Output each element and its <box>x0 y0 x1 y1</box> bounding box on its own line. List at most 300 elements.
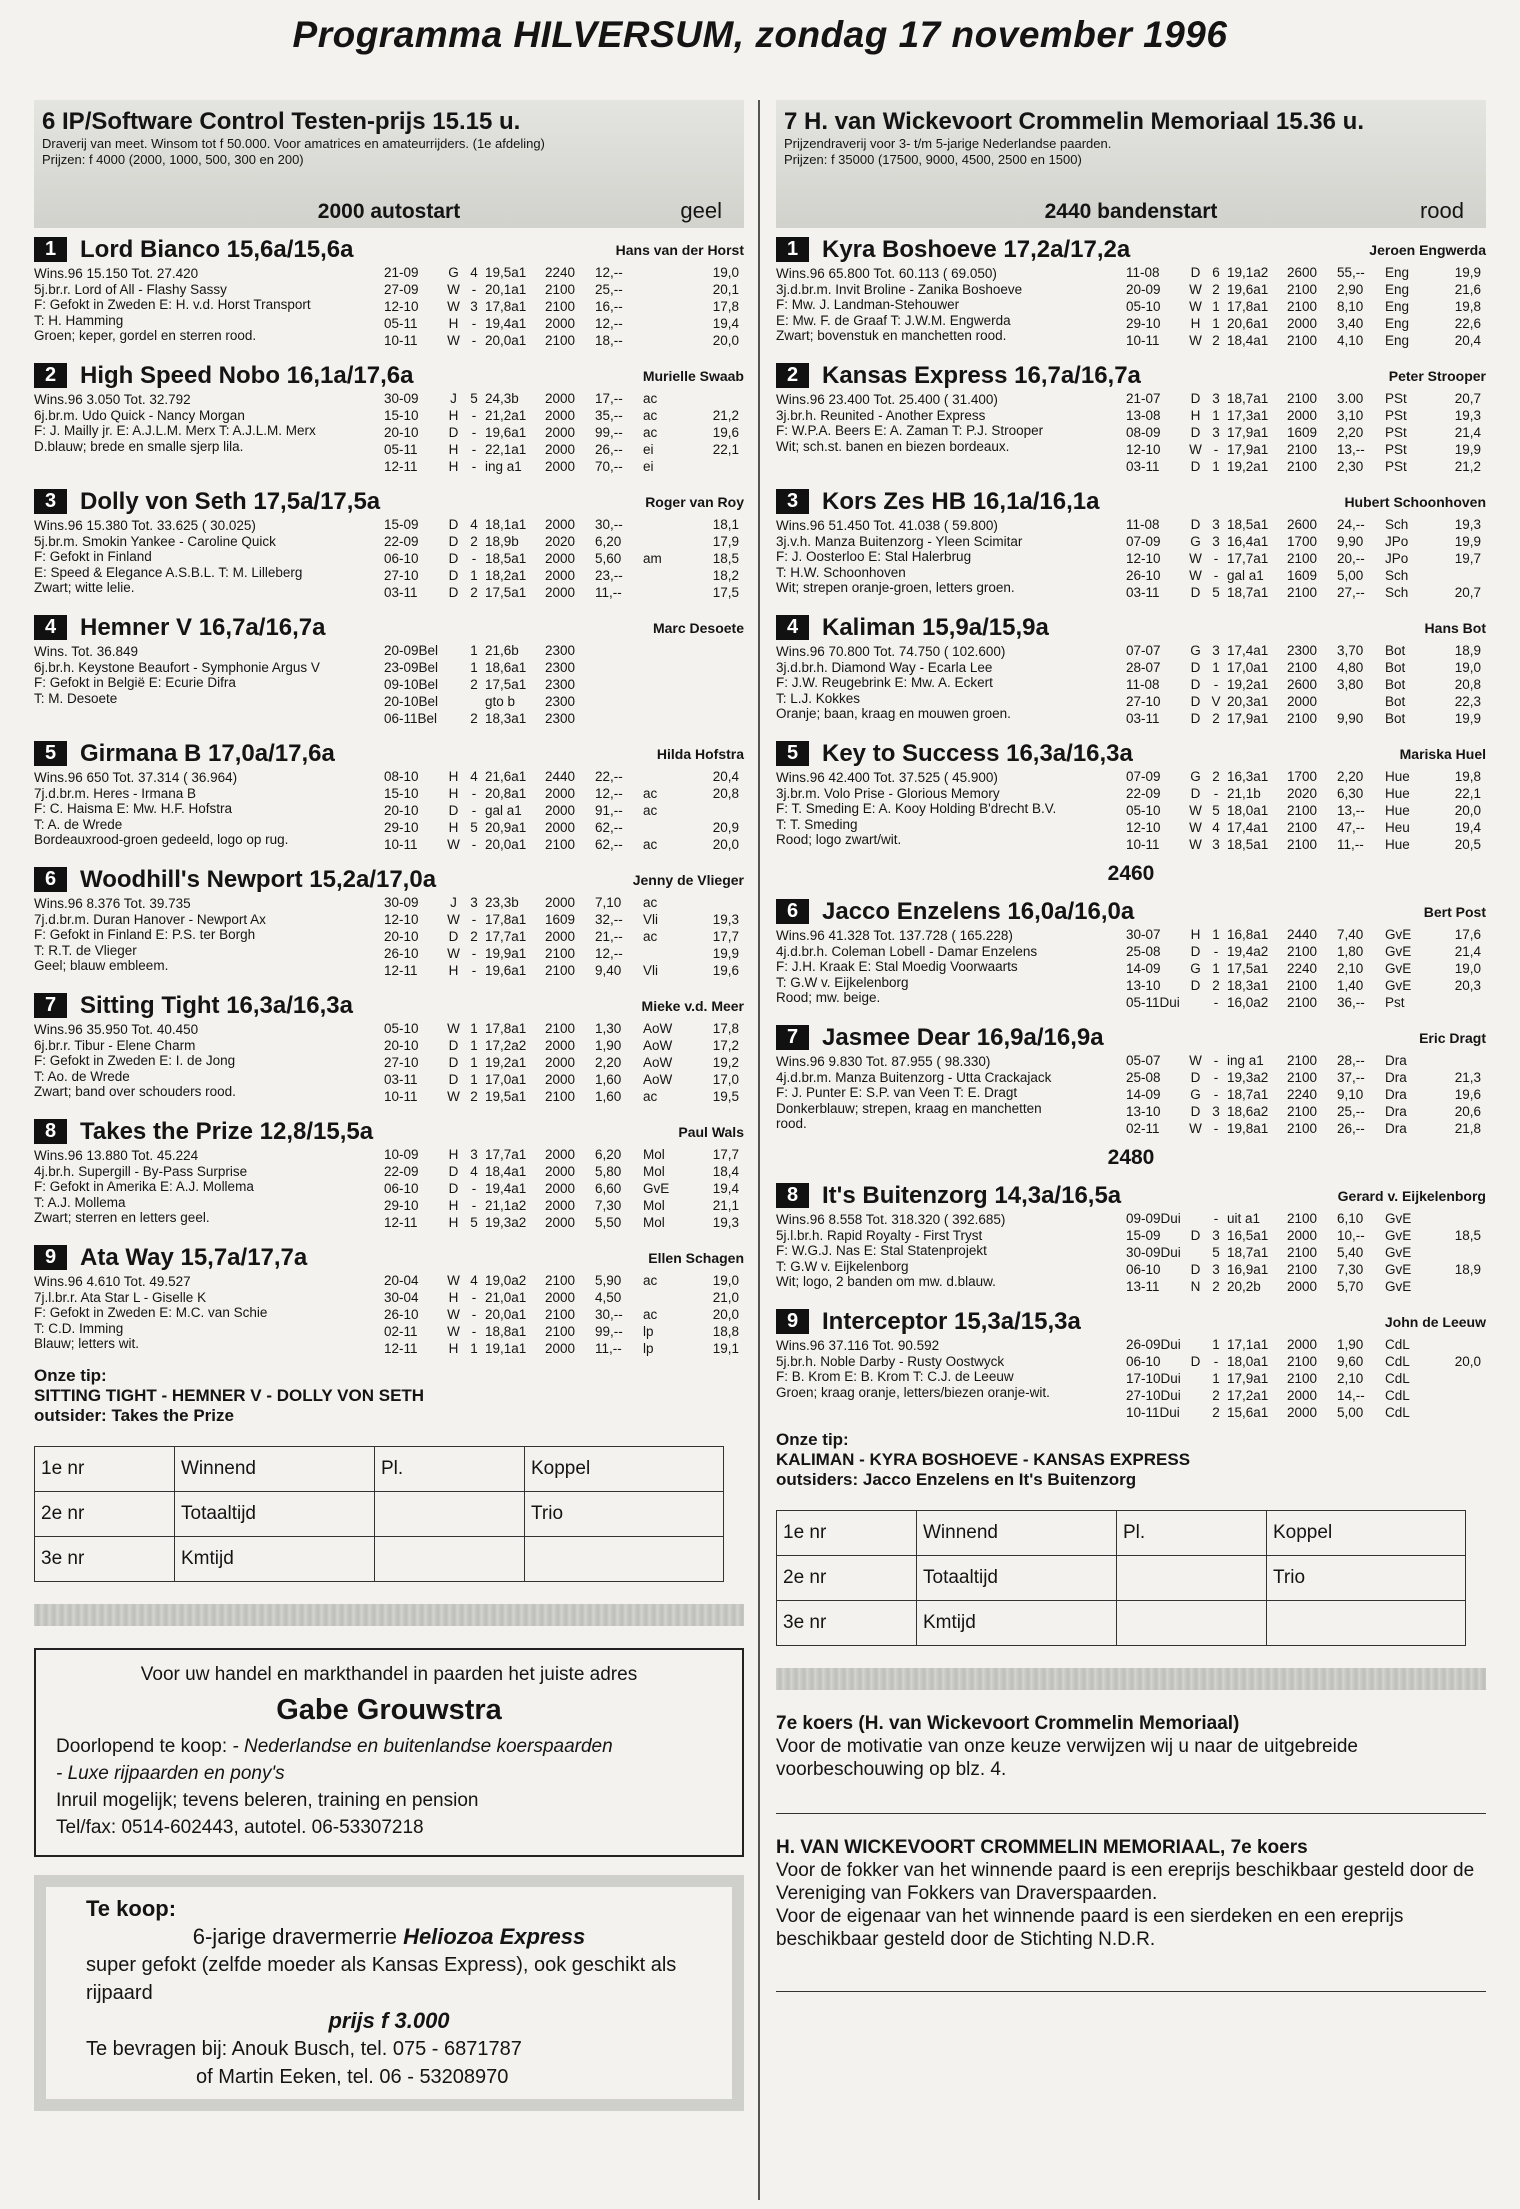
start-number: 4 <box>34 615 67 640</box>
performance-cell: 15-09 <box>1126 1228 1161 1243</box>
performance-cell: H <box>448 1341 459 1356</box>
performance-cell: 4 <box>470 1273 478 1288</box>
performance-cell: 2300 <box>1287 643 1318 658</box>
ad-intro: Voor uw handel en markthandel in paarden het juiste adres <box>140 1664 638 1685</box>
performance-cell: 2100 <box>545 1021 576 1036</box>
horse-info <box>34 644 394 706</box>
performance-table <box>1126 390 1486 475</box>
horse-info <box>34 770 394 848</box>
performance-row <box>1126 960 1486 977</box>
performance-cell: H <box>1190 316 1201 331</box>
info-line: Zwart; band over schouders rood. <box>34 1084 236 1099</box>
performance-cell: 2 <box>470 677 478 692</box>
performance-cell: 12,-- <box>595 786 623 801</box>
performance-cell: 2000 <box>545 551 576 566</box>
performance-cell: 25,-- <box>1337 1104 1365 1119</box>
performance-cell: ac <box>643 803 658 818</box>
performance-cell: 17,4a1 <box>1227 820 1269 835</box>
performance-table <box>384 264 744 349</box>
performance-cell: - <box>471 1198 477 1213</box>
performance-cell: - <box>471 442 477 457</box>
performance-cell: 11,-- <box>1337 837 1364 852</box>
performance-cell: 14-09 <box>1126 961 1161 976</box>
performance-cell: 5,00 <box>1337 1405 1364 1420</box>
bet-cell <box>375 1492 525 1537</box>
performance-cell: 17,-- <box>595 391 623 406</box>
performance-table <box>384 390 744 475</box>
performance-cell: 28-07 <box>1126 660 1161 675</box>
performance-cell: 20,8 <box>1454 677 1481 692</box>
race-start: 2000 autostart <box>317 200 461 223</box>
performance-cell: 2000 <box>1287 408 1318 423</box>
performance-row <box>1126 785 1486 802</box>
info-line: 6j.br.r. Tibur - Elene Charm <box>34 1037 196 1053</box>
performance-cell: - <box>1213 786 1219 801</box>
race-conditions: Draverij van meet. Winsom tot f 50.000. Voor amatrices en amateurrijders. (1e afdeling) <box>42 136 545 151</box>
performance-cell: 20-10 <box>384 803 419 818</box>
performance-row <box>1126 281 1486 298</box>
performance-cell: 19,0 <box>712 265 739 280</box>
horse-title <box>34 1244 307 1272</box>
performance-cell: uit a1 <box>1227 1211 1261 1226</box>
performance-cell <box>595 676 643 693</box>
driver-name: Roger van Roy <box>645 494 744 510</box>
performance-cell: 14,-- <box>1337 1388 1365 1403</box>
performance-row <box>1126 390 1486 407</box>
performance-cell: 22,-- <box>595 769 623 784</box>
performance-cell: 2000 <box>545 391 576 406</box>
performance-cell: 18,8 <box>712 1324 739 1339</box>
performance-cell <box>691 390 739 407</box>
race-6-column <box>34 100 744 2111</box>
performance-cell: 27-10Dui <box>1126 1388 1181 1403</box>
performance-cell <box>643 567 691 584</box>
performance-cell: 2000 <box>1287 1279 1318 1294</box>
performance-cell <box>444 642 463 659</box>
performance-cell: 2100 <box>1287 711 1318 726</box>
performance-row <box>384 642 744 659</box>
performance-cell: 20-10 <box>384 929 419 944</box>
performance-cell: 05-10 <box>384 1021 419 1036</box>
performance-cell: 18,7a1 <box>1227 585 1269 600</box>
performance-cell: 2 <box>1212 711 1220 726</box>
performance-cell: - <box>1213 1211 1219 1226</box>
performance-cell: Dra <box>1385 1087 1407 1102</box>
performance-cell: ing a1 <box>485 459 522 474</box>
performance-cell: Dra <box>1385 1053 1407 1068</box>
performance-cell <box>643 298 691 315</box>
performance-cell: 23,3b <box>485 895 519 910</box>
performance-cell <box>1433 994 1481 1011</box>
performance-cell: 18,2a1 <box>485 568 527 583</box>
performance-cell: 26-10 <box>384 946 419 961</box>
performance-cell: 1,80 <box>1337 944 1364 959</box>
driver-name: Bert Post <box>1423 904 1486 920</box>
info-line: Groen; kraag oranje, letters/biezen oranje-wit. <box>776 1384 1050 1400</box>
info-line: F: W.P.A. Beers E: A. Zaman T: P.J. Strooper <box>776 423 1044 438</box>
performance-cell: 5,90 <box>595 1273 622 1288</box>
performance-cell: ac <box>643 1089 658 1104</box>
race-7-column <box>776 100 1486 2010</box>
info-line: 3j.d.br.m. Invit Broline - Zanika Boshoeve <box>776 281 1023 297</box>
performance-cell: 22-09 <box>384 534 419 549</box>
start-number: 9 <box>776 1309 809 1334</box>
performance-cell: - <box>1213 1354 1219 1369</box>
performance-row <box>384 1146 744 1163</box>
info-line: Wins.96 23.400 Tot. 25.400 ( 31.400) <box>776 392 998 407</box>
performance-cell: 2100 <box>1287 1262 1318 1277</box>
info-line: Wins.96 8.376 Tot. 39.735 <box>34 896 191 911</box>
info-line: Wins.96 42.400 Tot. 37.525 ( 45.900) <box>776 770 998 785</box>
performance-cell <box>1186 1244 1205 1261</box>
performance-cell: 2000 <box>545 408 576 423</box>
performance-cell: 2000 <box>545 568 576 583</box>
performance-cell <box>691 693 739 710</box>
performance-cell: 2000 <box>545 895 576 910</box>
performance-cell: W <box>1189 442 1202 457</box>
performance-table <box>1126 264 1486 349</box>
driver-name: Mariska Huel <box>1399 746 1486 762</box>
performance-cell: 1 <box>1212 961 1220 976</box>
performance-cell: D <box>448 585 459 600</box>
performance-cell: 2,20 <box>595 1055 622 1070</box>
bet-cell: Pl. <box>1117 1511 1267 1556</box>
tip-line: SITTING TIGHT - HEMNER V - DOLLY VON SETH <box>34 1386 425 1405</box>
bet-table <box>34 1446 724 1582</box>
performance-table <box>1126 768 1486 853</box>
performance-cell: 17,9a1 <box>1227 711 1269 726</box>
performance-cell: 19,5a1 <box>485 1089 527 1104</box>
performance-cell: 20,9 <box>712 820 739 835</box>
start-number: 7 <box>34 993 67 1018</box>
performance-cell: 06-10 <box>384 551 419 566</box>
horse-title <box>34 362 413 390</box>
performance-cell: 1609 <box>1287 425 1318 440</box>
performance-cell: W <box>1189 1121 1202 1136</box>
performance-cell: 9,10 <box>1337 1087 1364 1102</box>
performance-cell: D <box>1190 978 1201 993</box>
performance-row <box>384 1306 744 1323</box>
performance-cell: 20,1a1 <box>485 282 527 297</box>
info-line: F: Gefokt in Amerika E: A.J. Mollema <box>34 1179 254 1194</box>
start-number: 3 <box>34 489 67 514</box>
performance-cell: 35,-- <box>595 408 623 423</box>
performance-cell <box>595 693 643 710</box>
performance-cell: W <box>1189 333 1202 348</box>
performance-cell: 19,2a1 <box>1227 459 1269 474</box>
performance-cell: 17,8a1 <box>1227 299 1269 314</box>
performance-cell <box>643 676 691 693</box>
ad2-contact: Te bevragen bij: Anouk Busch, tel. 075 - 6871787 <box>86 2038 522 2060</box>
performance-cell: 2100 <box>545 1324 576 1339</box>
performance-cell: J <box>450 895 457 910</box>
performance-cell: 17,4a1 <box>1227 643 1269 658</box>
performance-row <box>384 1340 744 1357</box>
distance-divider: 2480 <box>1107 1146 1155 1169</box>
performance-cell: 22-09 <box>384 1164 419 1179</box>
performance-cell: 18,4a1 <box>485 1164 527 1179</box>
info-line: F: Gefokt in Zweden E: H. v.d. Horst Transport <box>34 297 311 312</box>
performance-cell: 20,0a1 <box>485 837 527 852</box>
performance-table <box>384 1020 744 1105</box>
horse-title <box>34 866 436 894</box>
performance-cell: 17,5 <box>712 585 739 600</box>
performance-cell: 10-09 <box>384 1147 419 1162</box>
performance-row <box>1126 1120 1486 1137</box>
start-number: 1 <box>34 237 67 262</box>
info-line: Wins.96 37.116 Tot. 90.592 <box>776 1338 940 1353</box>
bet-cell: Koppel <box>525 1447 724 1492</box>
performance-cell: 18,4a1 <box>1227 333 1269 348</box>
performance-cell: 06-10 <box>384 1181 419 1196</box>
performance-cell: D <box>1190 944 1201 959</box>
performance-cell <box>1186 1387 1205 1404</box>
horse-title <box>34 992 353 1020</box>
performance-cell: 18,6a2 <box>1227 1104 1269 1119</box>
performance-cell <box>1433 1244 1481 1261</box>
performance-cell: 2000 <box>545 929 576 944</box>
performance-cell: 19,3 <box>712 912 739 927</box>
performance-cell <box>1186 994 1205 1011</box>
performance-cell: 17,9a1 <box>1227 425 1269 440</box>
performance-cell: 21,2a1 <box>485 408 527 423</box>
performance-cell: 1,30 <box>595 1021 622 1036</box>
info-line: T: A.J. Mollema <box>34 1194 126 1210</box>
performance-cell: W <box>447 1324 460 1339</box>
performance-cell: 1609 <box>545 912 576 927</box>
performance-cell: 9,90 <box>1337 534 1364 549</box>
performance-cell: Hue <box>1385 837 1410 852</box>
performance-cell: 11-08 <box>1126 677 1160 692</box>
ad2-price: prijs f 3.000 <box>328 2008 450 2033</box>
performance-cell: 1700 <box>1287 534 1318 549</box>
horse-name: Girmana B 17,0a/17,6a <box>80 740 335 767</box>
performance-cell <box>1186 1336 1205 1353</box>
bet-cell: Winnend <box>917 1511 1117 1556</box>
performance-cell <box>1433 1278 1481 1295</box>
performance-cell: 21,1a2 <box>485 1198 527 1213</box>
performance-cell: 2000 <box>545 1147 576 1162</box>
performance-cell: AoW <box>643 1055 673 1070</box>
info-line: Bordeauxrood-groen gedeeld, logo op rug. <box>34 832 289 847</box>
performance-cell: 18,7a1 <box>1227 1245 1269 1260</box>
performance-cell: 20,8a1 <box>485 786 527 801</box>
performance-row <box>1126 441 1486 458</box>
performance-cell: 5 <box>1212 1245 1220 1260</box>
bet-cell <box>1117 1601 1267 1646</box>
performance-cell <box>691 458 739 475</box>
performance-cell: 25,-- <box>595 282 623 297</box>
performance-cell: 23-09Bel <box>384 660 439 675</box>
performance-cell: 2000 <box>1287 1405 1318 1420</box>
performance-cell: 19,9 <box>712 946 739 961</box>
performance-row <box>384 693 744 710</box>
performance-cell: Sch <box>1385 517 1409 532</box>
horse-name: It's Buitenzorg 14,3a/16,5a <box>822 1182 1122 1209</box>
performance-cell: 5,50 <box>595 1215 622 1230</box>
info-line: Zwart; bovenstuk en manchetten rood. <box>776 328 1007 343</box>
performance-row <box>384 768 744 785</box>
performance-cell: 19,3 <box>1454 408 1481 423</box>
horse-title <box>34 614 326 642</box>
performance-cell: GvE <box>1385 1211 1412 1226</box>
performance-row <box>384 458 744 475</box>
performance-cell <box>1433 1387 1481 1404</box>
performance-table <box>1126 1210 1486 1295</box>
performance-cell: ac <box>643 425 658 440</box>
performance-cell: 2 <box>1212 978 1220 993</box>
performance-cell: 17,2 <box>712 1038 739 1053</box>
performance-cell: Bot <box>1385 711 1406 726</box>
performance-cell: 2100 <box>1287 1354 1318 1369</box>
performance-row <box>1126 1103 1486 1120</box>
performance-cell: 17,9 <box>712 534 739 549</box>
performance-cell: W <box>447 837 460 852</box>
performance-cell: 21-07 <box>1126 391 1161 406</box>
horse-info <box>34 1022 394 1100</box>
performance-cell: Sch <box>1385 568 1409 583</box>
performance-cell: 19,8 <box>1454 769 1481 784</box>
bet-cell: Winnend <box>175 1447 375 1492</box>
performance-cell <box>463 693 485 710</box>
bet-table <box>776 1510 1466 1646</box>
performance-cell: H <box>1190 927 1201 942</box>
info-line: 4j.d.br.h. Coleman Lobell - Damar Enzelens <box>776 943 1038 959</box>
driver-name: Jenny de Vlieger <box>632 872 744 888</box>
performance-cell: 2100 <box>1287 1070 1318 1085</box>
performance-cell: 12-11 <box>384 459 418 474</box>
performance-cell: 17-10Dui <box>1126 1371 1181 1386</box>
ad-line <box>56 1733 722 1760</box>
performance-row <box>384 424 744 441</box>
performance-cell: 21,0 <box>712 1290 739 1305</box>
info-line: Wins.96 3.050 Tot. 32.792 <box>34 392 191 407</box>
performance-cell: 5 <box>470 820 478 835</box>
performance-cell: 2100 <box>545 1273 576 1288</box>
performance-cell: 17,3a1 <box>1227 408 1269 423</box>
performance-cell: 2000 <box>545 1038 576 1053</box>
performance-row <box>1126 1278 1486 1295</box>
performance-row <box>1126 977 1486 994</box>
performance-row <box>1126 768 1486 785</box>
performance-cell: 18,1 <box>712 517 739 532</box>
info-line: 7j.d.br.m. Duran Hanover - Newport Ax <box>34 911 266 927</box>
performance-cell: Dra <box>1385 1121 1407 1136</box>
performance-cell: D <box>1190 459 1201 474</box>
performance-cell: 20,7 <box>1454 391 1481 406</box>
performance-cell: 1,60 <box>595 1089 622 1104</box>
performance-cell: 17,8a1 <box>485 1021 527 1036</box>
performance-cell: Bot <box>1385 677 1406 692</box>
performance-cell: 18,9 <box>1454 643 1481 658</box>
info-line: Wins.96 35.950 Tot. 40.450 <box>34 1022 199 1037</box>
performance-cell: GvE <box>1385 927 1412 942</box>
performance-cell: ac <box>643 895 658 910</box>
performance-cell: 17,9a1 <box>1227 1371 1269 1386</box>
note-text: Voor de motivatie van onze keuze verwijzen wij u naar de uitgebreide voorbeschouwing op blz. 4. <box>776 1736 1358 1780</box>
performance-cell: 17,8 <box>712 299 739 314</box>
performance-cell: 16,4a1 <box>1227 534 1269 549</box>
performance-cell: 12-10 <box>1126 551 1161 566</box>
performance-cell: 19,3a2 <box>1227 1070 1269 1085</box>
bet-cell: Trio <box>525 1492 724 1537</box>
race-header <box>34 100 744 228</box>
info-line: 3j.d.br.h. Diamond Way - Ecarla Lee <box>776 659 993 675</box>
performance-cell: 21,2 <box>1454 459 1481 474</box>
performance-cell: 2000 <box>1287 316 1318 331</box>
performance-cell: 21-09 <box>384 265 419 280</box>
performance-row <box>384 1088 744 1105</box>
horse-info <box>776 928 1136 1006</box>
performance-cell: 5,80 <box>595 1164 622 1179</box>
horse-info <box>776 1338 1136 1400</box>
performance-cell: 10-11 <box>384 333 418 348</box>
performance-cell: H <box>448 1198 459 1213</box>
performance-cell <box>643 516 691 533</box>
info-line: Rood; mw. beige. <box>776 990 881 1005</box>
performance-cell: 22,1 <box>1454 786 1481 801</box>
performance-cell: 12-11 <box>384 963 418 978</box>
performance-cell: 17,7 <box>712 1147 739 1162</box>
performance-cell: Bot <box>1385 694 1406 709</box>
performance-cell: 11-08 <box>1126 265 1160 280</box>
performance-cell: 19,9 <box>1454 265 1481 280</box>
performance-row <box>1126 836 1486 853</box>
performance-cell: 2100 <box>1287 1211 1318 1226</box>
performance-cell: PSt <box>1385 459 1407 474</box>
driver-name: Hilda Hofstra <box>656 746 744 762</box>
performance-table <box>384 642 744 727</box>
info-line: Wit; strepen oranje-groen, letters groen. <box>776 580 1015 595</box>
performance-cell: 18,5 <box>1454 1228 1481 1243</box>
performance-cell: W <box>1189 282 1202 297</box>
performance-cell: 30-07 <box>1126 927 1161 942</box>
performance-cell <box>1433 567 1481 584</box>
performance-cell: 19,2 <box>712 1055 739 1070</box>
performance-cell: 3 <box>1212 425 1220 440</box>
performance-cell: 2000 <box>1287 694 1318 709</box>
shaded-bar <box>34 1604 744 1626</box>
horse-entry <box>34 228 744 354</box>
performance-cell: 2020 <box>545 534 576 549</box>
performance-cell: 18,5a1 <box>1227 517 1269 532</box>
performance-cell: 9,60 <box>1337 1354 1364 1369</box>
bet-cell: Pl. <box>375 1447 525 1492</box>
performance-cell: 20,0 <box>1454 803 1481 818</box>
performance-cell: 19,6 <box>1454 1087 1481 1102</box>
race-color: geel <box>680 198 722 223</box>
performance-cell: 07-09 <box>1126 534 1161 549</box>
performance-cell: Mol <box>643 1147 665 1162</box>
performance-cell <box>691 676 739 693</box>
performance-cell: - <box>1213 1070 1219 1085</box>
performance-cell: 4 <box>470 769 478 784</box>
performance-row <box>1126 1052 1486 1069</box>
info-line: Wins.96 8.558 Tot. 318.320 ( 392.685) <box>776 1212 1006 1227</box>
info-line: 7j.d.br.m. Heres - Irmana B <box>34 785 197 801</box>
performance-cell: 19,4a2 <box>1227 944 1269 959</box>
performance-cell: 1 <box>470 1038 478 1053</box>
info-line: Wins.96 4.610 Tot. 49.527 <box>34 1274 191 1289</box>
performance-cell: 17,7 <box>712 929 739 944</box>
performance-cell: 3.00 <box>1337 391 1364 406</box>
info-line: 3j.br.h. Reunited - Another Express <box>776 407 986 423</box>
performance-cell: 2000 <box>545 1215 576 1230</box>
performance-cell: 3 <box>470 299 478 314</box>
performance-cell: H <box>448 316 459 331</box>
race-color: rood <box>1419 198 1464 223</box>
performance-cell: G <box>1190 534 1201 549</box>
